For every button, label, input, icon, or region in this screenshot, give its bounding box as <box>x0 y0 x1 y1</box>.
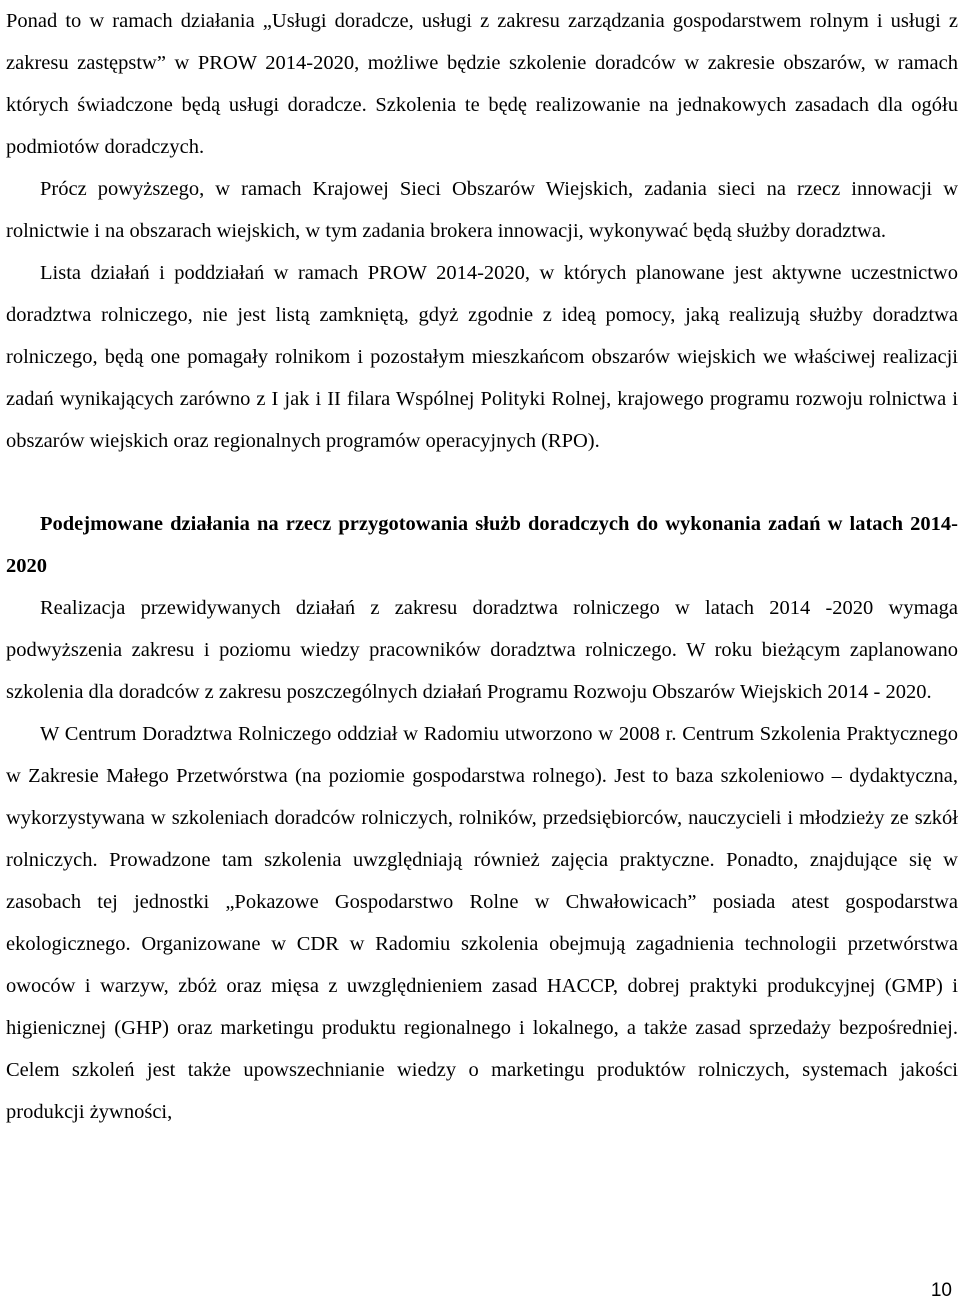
section-heading-underlined: Podejmowane działania na rzecz przygotowania służb doradczych do wykonania zadań <box>40 513 821 535</box>
document-page <box>6 0 958 1133</box>
paragraph-rural-network: Prócz powyższego, w ramach Krajowej Sieci Obszarów Wiejskich, zadania sieci na rzecz innowacji w rolnictwie i na obszarach wiejskich, w tym zadania brokera innowacji, wykonywać będą służby doradztwa. <box>6 178 958 242</box>
paragraph-radom-centre: W Centrum Doradztwa Rolniczego oddział w Radomiu utworzono w 2008 r. Centrum Szkolenia Praktycznego w Zakresie Małego Przetwórstwa (na poziomie gospodarstwa rolnego). Jest to baza szkoleniowo – dydaktyczna, wykorzystywana w szkoleniach doradców rolniczych, rolników, przedsiębiorców, nauczycieli i młodzieży ze szkół rolniczych. Prowadzone tam szkolenia uwzględniają również zajęcia praktyczne. Ponadto, znajdujące się w zasobach tej jednostki „Pokazowe Gospodarstwo Rolne w Chwałowicach” posiada atest gospodarstwa ekologicznego. Organizowane w CDR w Radomiu szkolenia obejmują zagadnienia technologii przetwórstwa owoców i warzyw, zbóż oraz mięsa z uwzględnieniem zasad HACCP, dobrej praktyki produkcyjnej (GMP) i higienicznej (GHP) oraz marketingu produktu regionalnego i lokalnego, a także zasad sprzedaży bezpośredniej. Celem szkoleń jest także upowszechnianie wiedzy o marketingu produktów rolniczych, systemach jakości produkcji żywności, <box>6 723 958 1123</box>
section-heading-rest: w latach 2014-2020 <box>6 513 959 577</box>
section-heading <box>6 503 958 587</box>
paragraph-measures-list: Lista działań i poddziałań w ramach PROW 2014-2020, w których planowane jest aktywne uczestnictwo doradztwa rolniczego, nie jest listą zamkniętą, gdyż zgodnie z ideą pomocy, jaką realizują służby doradztwa rolniczego, będą one pomagały rolnikom i pozostałym mieszkańcom obszarów wiejskich we właściwej realizacji zadań wynikających zarówno z I jak i II filara Wspólnej Polityki Rolnej, krajowego programu rozwoju rolnictwa i obszarów wiejskich oraz regionalnych programów operacyjnych (RPO). <box>6 262 958 452</box>
paragraph-advisory-services: Ponad to w ramach działania „Usługi doradcze, usługi z zakresu zarządzania gospodarstwem rolnym i usługi z zakresu zastępstw” w PROW 2014-2020, możliwe będzie szkolenie doradców w zakresie obszarów, w ramach których świadczone będą usługi doradcze. Szkolenia te będę realizowanie na jednakowych zasadach dla ogółu podmiotów doradczych. <box>6 10 958 158</box>
paragraph-training-plans: Realizacja przewidywanych działań z zakresu doradztwa rolniczego w latach 2014 -2020 wymaga podwyższenia zakresu i poziomu wiedzy pracowników doradztwa rolniczego. W roku bieżącym zaplanowano szkolenia dla doradców z zakresu poszczególnych działań Programu Rozwoju Obszarów Wiejskich 2014 - 2020. <box>6 597 958 703</box>
page-number: 10 <box>930 1280 952 1301</box>
